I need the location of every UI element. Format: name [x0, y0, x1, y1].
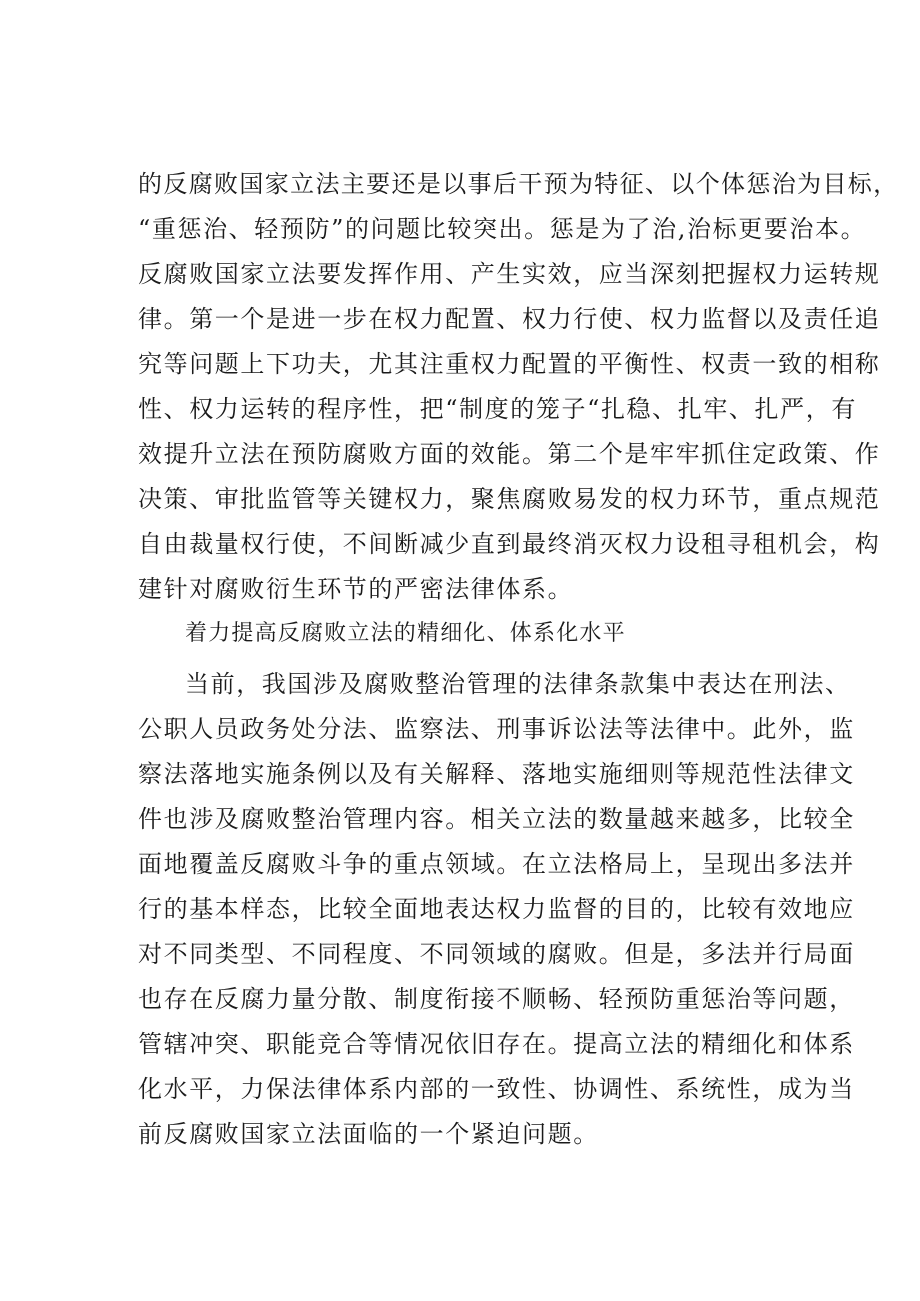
paragraph-2-line-6: 行的基本样态，比较全面地表达权力监督的目的，比较有效地应 — [138, 895, 855, 923]
paragraph-2-line-1: 当前，我国涉及腐败整治管理的法律条款集中表达在刑法、 — [185, 670, 851, 698]
paragraph-1-line-10: 建针对腐败衍生环节的严密法律体系。 — [138, 575, 574, 603]
paragraph-2-line-4: 件也涉及腐败整治管理内容。相关立法的数量越来越多，比较全 — [138, 805, 855, 833]
paragraph-1-line-6: 性、权力运转的程序性，把“制度的笼子“扎稳、扎牢、扎严，有 — [138, 395, 857, 423]
paragraph-2-line-7: 对不同类型、不同程度、不同领域的腐败。但是，多法并行局面 — [138, 940, 855, 968]
paragraph-2-line-2: 公职人员政务处分法、监察法、刑事诉讼法等法律中。此外，监 — [138, 715, 855, 743]
paragraph-2-line-8: 也存在反腐力量分散、制度衔接不顺畅、轻预防重惩治等问题， — [138, 985, 855, 1013]
paragraph-1-line-9: 自由裁量权行使，不间断减少直到最终消灭权力设租寻租机会，构 — [138, 530, 881, 558]
paragraph-1-line-7: 效提升立法在预防腐败方面的效能。第二个是牢牢抓住定政策、作 — [138, 440, 881, 468]
section-heading: 着力提高反腐败立法的精细化、体系化水平 — [185, 621, 626, 646]
paragraph-1-line-8: 决策、审批监管等关键权力，聚焦腐败易发的权力环节，重点规范 — [138, 485, 881, 513]
paragraph-1-line-1: 的反腐败国家立法主要还是以事后干预为特征、以个体惩治为目标， — [138, 170, 899, 198]
paragraph-1-line-5: 究等问题上下功夫，尤其注重权力配置的平衡性、权责一致的相称 — [138, 350, 881, 378]
paragraph-2-line-10: 化水平，力保法律体系内部的一致性、协调性、系统性，成为当 — [138, 1075, 855, 1103]
paragraph-2-line-3: 察法落地实施条例以及有关解释、落地实施细则等规范性法律文 — [138, 760, 855, 788]
paragraph-2-line-5: 面地覆盖反腐败斗争的重点领域。在立法格局上，呈现出多法并 — [138, 850, 855, 878]
paragraph-1-line-2: “重惩治、轻预防”的问题比较突出。惩是为了治,治标更要治本。 — [138, 215, 867, 243]
paragraph-2-line-11: 前反腐败国家立法面临的一个紧迫问题。 — [138, 1120, 599, 1148]
paragraph-1-line-4: 律。第一个是进一步在权力配置、权力行使、权力监督以及责任追 — [138, 305, 881, 333]
paragraph-2-line-9: 管辖冲突、职能竞合等情况依旧存在。提高立法的精细化和体系 — [138, 1030, 855, 1058]
paragraph-1-line-3: 反腐败国家立法要发挥作用、产生实效，应当深刻把握权力运转规 — [138, 260, 881, 288]
